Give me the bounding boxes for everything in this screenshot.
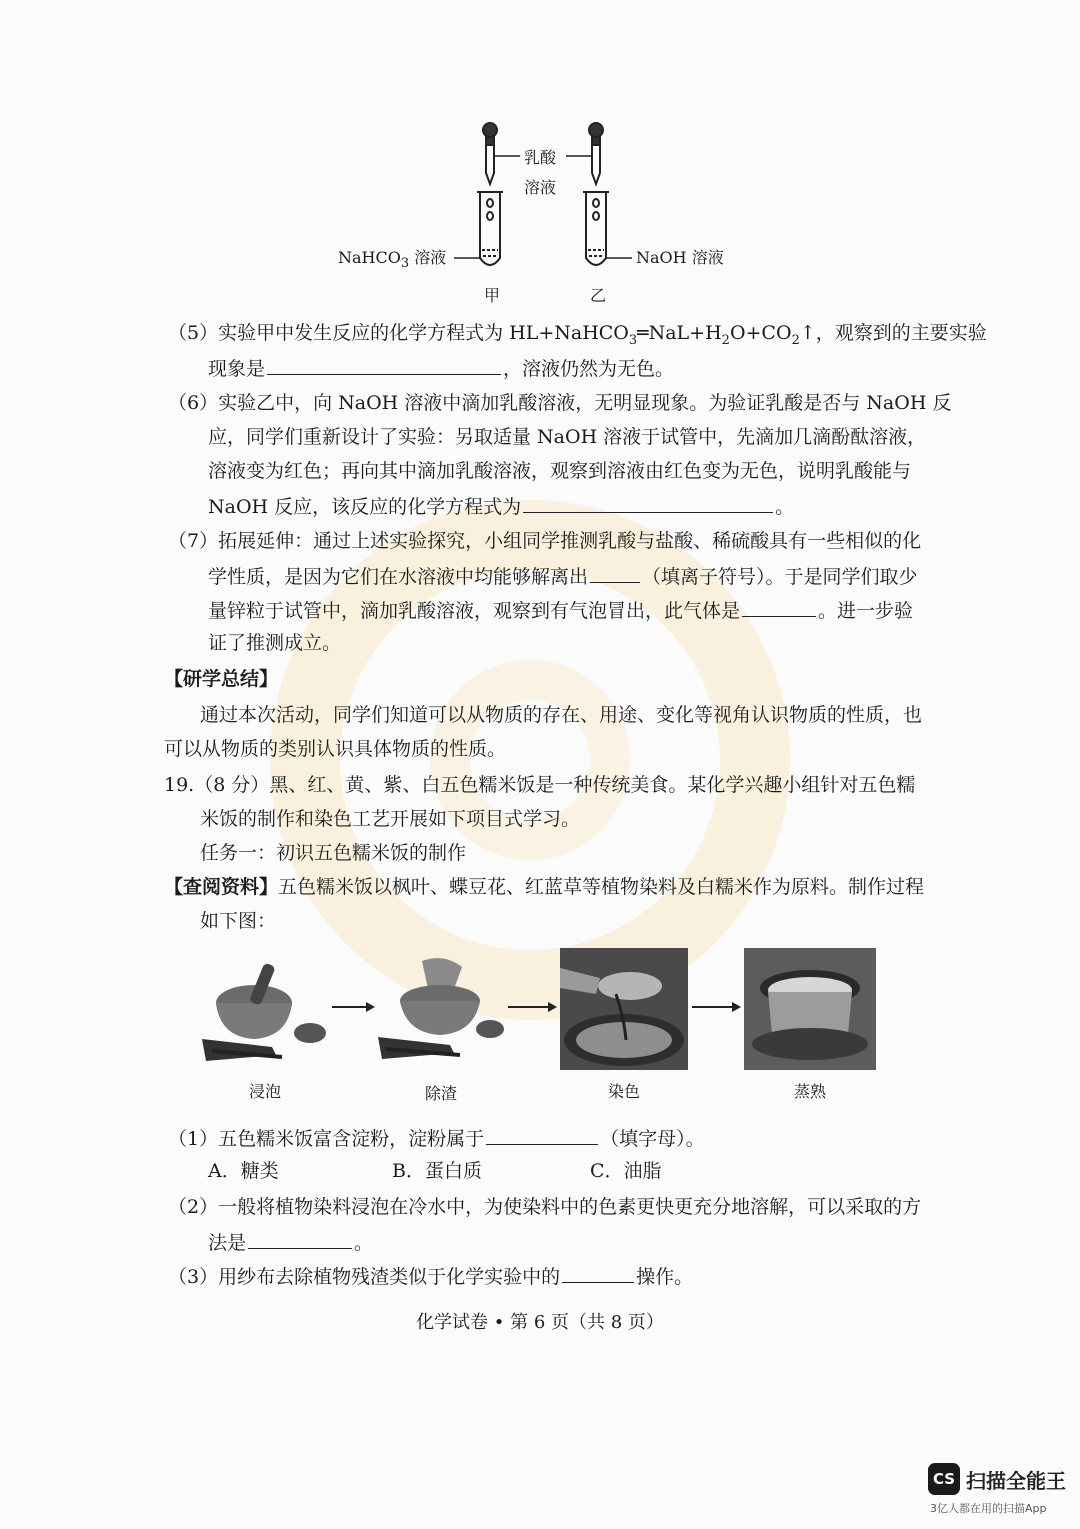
scanner-app-name: 扫描全能王 [966,1468,1066,1493]
test-tube-diagram [440,118,640,278]
q6-line-3: 溶液变为红色；再向其中滴加乳酸溶液，观察到溶液由红色变为无色，说明乳酸能与 [208,460,912,482]
step-caption-dyeing: 染色 [607,1082,640,1101]
page-footer: 化学试卷 • 第 6 页（共 8 页） [416,1312,664,1333]
step-caption-soaking: 浸泡 [248,1082,281,1101]
summary-line-2: 可以从物质的类别认识具体物质的性质。 [164,738,507,760]
summary-line-1: 通过本次活动，同学们知道可以从物质的存在、用途、变化等视角认识物质的性质，也 [200,704,923,726]
q7-line-3: 量锌粒于试管中，滴加乳酸溶液，观察到有气泡冒出，此气体是 。进一步验 [208,596,913,624]
residue-removal-photo [378,955,504,1067]
tube-label-b: 乙 [590,286,607,305]
scanner-logo-icon: CS [928,1463,960,1495]
option-b: B．蛋白质 [392,1160,482,1182]
q6-line-4: NaOH 反应，该反应的化学方程式为 。 [208,492,794,520]
dyeing-photo [560,948,688,1070]
summary-heading: 【研学总结】 [164,668,279,690]
sub-question-2-line-2: 法是 。 [208,1228,373,1256]
arrow-2-icon [508,1000,558,1014]
scanner-badge [928,1463,1066,1495]
tube-label-a: 甲 [484,286,501,305]
arrow-3-icon [692,1000,742,1014]
sub2-answer-blank[interactable] [248,1228,352,1249]
steaming-photo [744,948,876,1070]
test-tube-b-icon [583,192,609,265]
step-caption-steaming: 蒸熟 [793,1082,826,1101]
q7-line-2: 学性质，是因为它们在水溶液中均能够解离出 （填离子符号）。于是同学们取少 [208,562,918,590]
q7-line-1: （7）拓展延伸：通过上述实验探究，小组同学推测乳酸与盐酸、稀硫酸具有一些相似的化 [168,530,922,552]
dropper-b-icon [589,123,603,184]
dropper-a-icon [483,123,497,184]
q19-line-1: 19.（8 分）黑、红、黄、紫、白五色糯米饭是一种传统美食。某化学兴趣小组针对五色糯 [164,774,916,796]
q5-answer-blank[interactable] [267,354,501,375]
q19-line-2: 米饭的制作和染色工艺开展如下项目式学习。 [200,808,581,830]
option-a: A．糖类 [208,1160,279,1182]
scanner-tagline: 3亿人都在用的扫描App [930,1502,1047,1515]
task1-heading: 任务一：初识五色糯米饭的制作 [200,842,467,864]
q7-line-4: 证了推测成立。 [208,632,342,654]
dropper-label-line-2: 溶液 [524,178,557,197]
sub1-answer-blank[interactable] [486,1124,598,1145]
q7-gas-blank[interactable] [742,596,816,617]
q5-line-1: （5）实验甲中发生反应的化学方程式为 $HL+NaHCO_3═NaL+H_2O+CO_2↑$，观察到的主要实验 [168,322,987,348]
option-c: C．油脂 [590,1160,662,1182]
sub-question-2-line-1: （2）一般将植物染料浸泡在冷水中，为使染料中的色素更快更充分地溶解，可以采取的方 [168,1196,922,1218]
sub-question-1: （1）五色糯米饭富含淀粉，淀粉属于 （填字母）。 [168,1124,705,1152]
reference-line-1: 【查阅资料】五色糯米饭以枫叶、蝶豆花、红蓝草等植物染料及白糯米作为原料。制作过程 [164,876,925,898]
test-tube-a-icon [477,192,503,265]
sub3-answer-blank[interactable] [562,1262,634,1283]
dropper-label-line-1: 乳酸 [524,148,557,167]
q6-answer-blank[interactable] [523,492,773,513]
right-solution-label: NaOH 溶液 [636,248,724,267]
step-caption-residue-removal: 除渣 [424,1084,457,1103]
arrow-1-icon [332,1000,376,1014]
q6-line-1: （6）实验乙中，向 NaOH 溶液中滴加乳酸溶液，无明显现象。为验证乳酸是否与 NaOH 反 [168,392,952,414]
q6-line-2: 应，同学们重新设计了实验：另取适量 NaOH 溶液于试管中，先滴加几滴酚酞溶液， [208,426,927,448]
sub-question-3: （3）用纱布去除植物残渣类似于化学实验中的 操作。 [168,1262,693,1290]
q7-ion-blank[interactable] [590,562,640,583]
left-solution-label: NaHCO$_3$ 溶液 [338,248,447,272]
soaking-photo [202,955,328,1067]
q5-line-2: 现象是 ，溶液仍然为无色。 [208,354,674,382]
reference-line-2: 如下图： [200,910,277,932]
